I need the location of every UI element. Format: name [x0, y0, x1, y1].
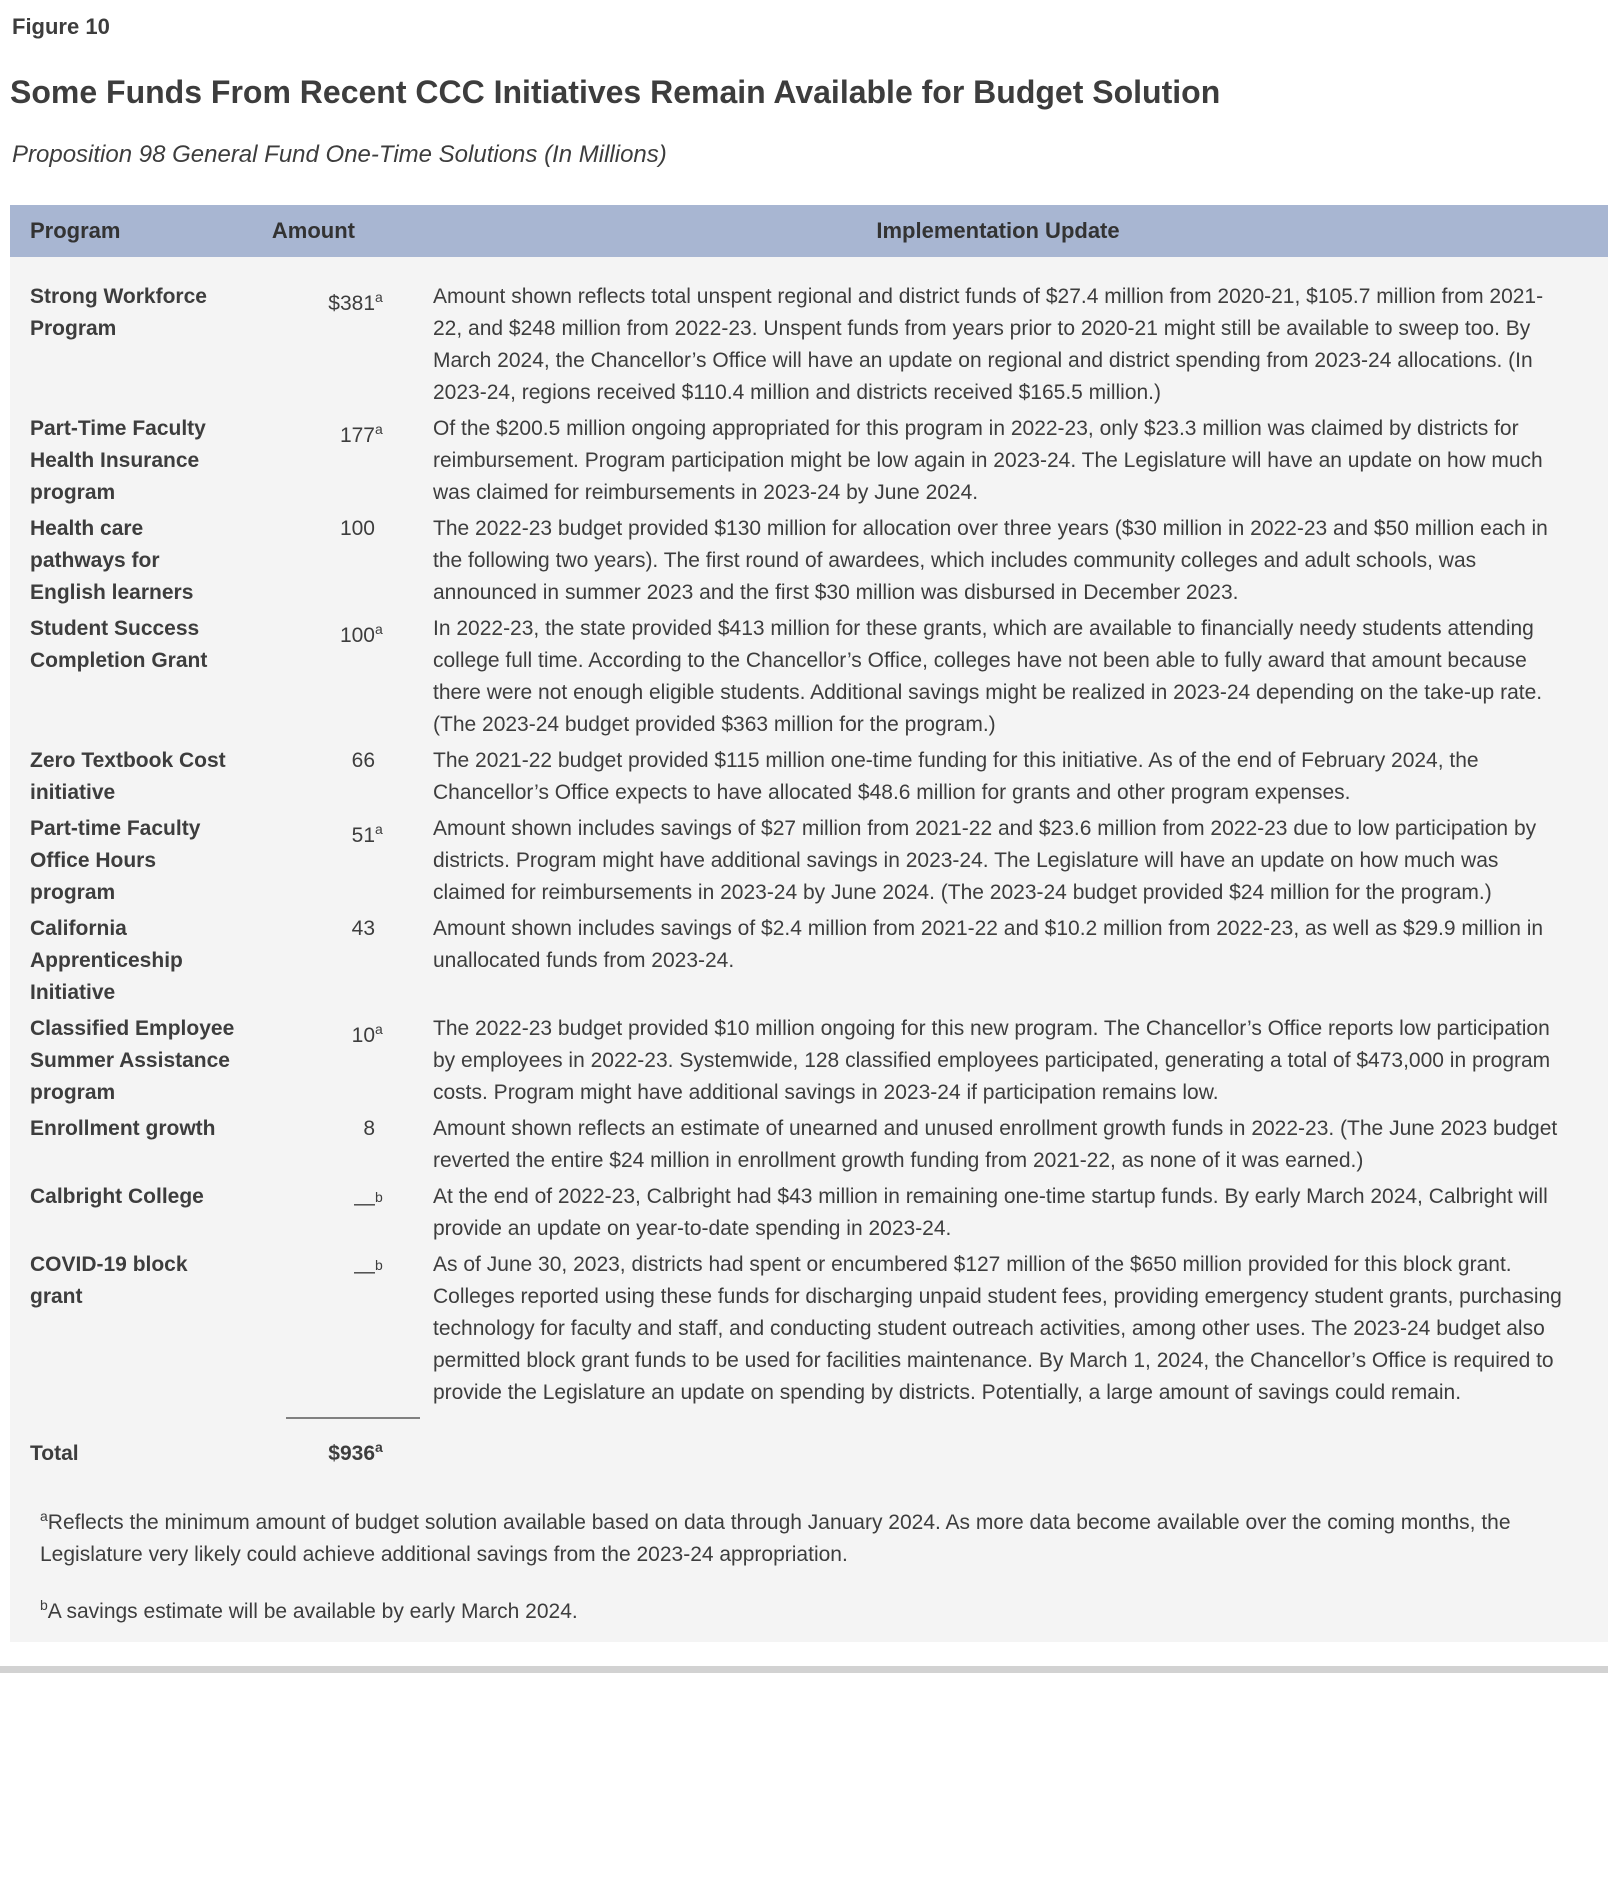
- amount-value: 66: [351, 749, 375, 772]
- footnote-b-text: A savings estimate will be available by early March 2024.: [47, 1600, 578, 1623]
- program-name: Calbright College: [30, 1185, 204, 1208]
- implementation-update: Amount shown reflects total unspent regional and district funds of $27.4 million from 2020-21, $105.7 million from 2021-22, and $248 million from 2022-23. Unspent funds from years prior to 2020-21 might still be available to sweep too. By March 2024, the Chancellor’s Office will have an update on regional and district spending from 2023-24 allocations. (In 2023-24, regions received $110.4 million and districts received $165.5 million.): [433, 285, 1544, 404]
- total-row-spacer: [375, 1417, 1608, 1470]
- amount-value: $381: [328, 292, 375, 315]
- figure-subtitle: Proposition 98 General Fund One-Time Solutions (In Millions): [12, 141, 667, 168]
- amount-cell: [238, 513, 375, 609]
- amount-cell: 51$^a$: [351, 821, 383, 847]
- program-name: Enrollment growth: [30, 1117, 216, 1140]
- program-name: Strong Workforce Program: [30, 285, 207, 340]
- column-header-amount: Amount: [271, 218, 355, 243]
- table-body: [10, 257, 1608, 1409]
- amount-cell: —$^b$: [354, 1257, 383, 1283]
- footnote-b: [40, 1589, 1538, 1628]
- column-header-implementation-update: Implementation Update: [876, 218, 1120, 243]
- implementation-update: The 2022-23 budget provided $10 million ongoing for this new program. The Chancellor’s Office reports low participation by employees in 2022-23. Systemwide, 128 classified employees participated, generating a total of $473,000 in program costs. Program might have additional savings in 2023-24 if participation remains low.: [433, 1017, 1551, 1104]
- implementation-update: Amount shown reflects an estimate of unearned and unused enrollment growth funds in 2022-23. (The June 2023 budget reverted the entire $24 million in enrollment growth funding from 2021-22, as none of it was earned.): [433, 1117, 1558, 1172]
- program-name: California Apprenticeship Initiative: [30, 917, 183, 1004]
- amount-cell: [238, 913, 375, 1009]
- programs-table: [10, 205, 1608, 1642]
- table-row: [10, 413, 1608, 509]
- total-label: Total: [30, 1442, 79, 1465]
- implementation-update: Amount shown includes savings of $2.4 million from 2021-22 and $10.2 million from 2022-23, as well as $29.9 million in unallocated funds from 2023-24.: [433, 917, 1544, 972]
- table-row: [10, 913, 1608, 1009]
- amount-value: 177: [339, 424, 375, 447]
- bottom-divider: [0, 1666, 1608, 1673]
- amount-cell: 100$^a$: [339, 621, 383, 647]
- footnote-a-marker: a: [40, 1508, 48, 1524]
- amount-cell: [238, 1113, 375, 1177]
- implementation-update: The 2022-23 budget provided $130 million for allocation over three years ($30 million in 2022-23 and $50 million each in the following two years). The first round of awardees, which includes community colleges and adult schools, was announced in summer 2023 and the first $30 million was disbursed in December 2023.: [433, 517, 1548, 604]
- program-name: Classified Employee Summer Assistance program: [30, 1017, 235, 1104]
- table-row: [10, 1113, 1608, 1177]
- amount-cell: $381$^a$: [328, 289, 383, 315]
- table-header-row: [10, 205, 1608, 257]
- footnote-a-text: Reflects the minimum amount of budget solution available based on data through January 2024. As more data become available over the coming months, the Legislature very likely could achieve additional savings from the 2023-24 appropriation.: [40, 1511, 1511, 1566]
- amount-value: 43: [351, 917, 375, 940]
- amount-cell: 177$^a$: [339, 421, 383, 447]
- implementation-update: At the end of 2022-23, Calbright had $43 million in remaining one-time startup funds. By early March 2024, Calbright will provide an update on year-to-date spending in 2023-24.: [433, 1185, 1548, 1240]
- figure-label: Figure 10: [12, 14, 110, 39]
- program-name: Health care pathways for English learners: [30, 517, 194, 604]
- total-amount-value: $936: [328, 1442, 375, 1465]
- amount-value: —: [354, 1260, 375, 1283]
- implementation-update: Amount shown includes savings of $27 million from 2021-22 and $23.6 million from 2022-23 due to low participation by districts. Program might have additional savings in 2023-24. The Legislature will have an update on how much was claimed for reimbursements in 2023-24 by June 2024. (The 2023-24 budget provided $24 million for the program.): [433, 817, 1537, 904]
- amount-value: —: [354, 1192, 375, 1215]
- amount-cell: [238, 745, 375, 809]
- table-row: [10, 1013, 1608, 1109]
- column-header-program: Program: [30, 218, 121, 243]
- implementation-update: The 2021-22 budget provided $115 million one-time funding for this initiative. As of the end of February 2024, the Chancellor’s Office expects to have allocated $48.6 million for grants and other program expenses.: [433, 749, 1479, 804]
- implementation-update: In 2022-23, the state provided $413 million for these grants, which are available to financially needy students attending college full time. According to the Chancellor’s Office, colleges have not been able to fully award that amount because there were not enough eligible students. Additional savings might be realized in 2023-24 depending on the take-up rate. (The 2023-24 budget provided $363 million for the program.): [433, 617, 1543, 736]
- program-name: Student Success Completion Grant: [30, 617, 208, 672]
- footnote-b-marker: b: [40, 1597, 48, 1613]
- table-row: [10, 613, 1608, 741]
- amount-cell: —$^b$: [354, 1189, 383, 1215]
- amount-value: 100: [339, 624, 375, 647]
- table-row: [10, 745, 1608, 809]
- amount-value: 10: [351, 1024, 375, 1047]
- total-amount: $936$^a$: [238, 1417, 375, 1470]
- program-name: Zero Textbook Cost initiative: [30, 749, 226, 804]
- program-name: Part-time Faculty Office Hours program: [30, 817, 201, 904]
- table-row: [10, 513, 1608, 609]
- implementation-update: Of the $200.5 million ongoing appropriated for this program in 2022-23, only $23.3 million was claimed by districts for reimbursement. Program participation might be low again in 2023-24. The Legislature will have an update on how much was claimed for reimbursements in 2023-24 by June 2024.: [433, 417, 1543, 504]
- table-row: [10, 281, 1608, 409]
- amount-value: 8: [363, 1117, 375, 1140]
- program-name: COVID-19 block grant: [30, 1253, 188, 1308]
- footnotes: [10, 1470, 1608, 1642]
- implementation-update: As of June 30, 2023, districts had spent or encumbered $127 million of the $650 million provided for this block grant. Colleges reported using these funds for discharging unpaid student fees, providing emergency student grants, purchasing technology for faculty and staff, and conducting student outreach activities, among other uses. The 2023-24 budget also permitted block grant funds to be used for facilities maintenance. By March 1, 2024, the Chancellor’s Office is required to provide the Legislature an update on spending by districts. Potentially, a large amount of savings could remain.: [433, 1253, 1562, 1404]
- table-row: [10, 1181, 1608, 1245]
- amount-value: 100: [339, 517, 375, 540]
- figure-title: Some Funds From Recent CCC Initiatives Remain Available for Budget Solution: [10, 74, 1221, 110]
- table-row: [10, 1249, 1608, 1409]
- amount-cell: 10$^a$: [351, 1021, 383, 1047]
- total-row: [10, 1417, 1608, 1470]
- footnote-a: [40, 1500, 1538, 1571]
- table-row: [10, 813, 1608, 909]
- program-name: Part-Time Faculty Health Insurance program: [30, 417, 206, 504]
- amount-value: 51: [351, 824, 375, 847]
